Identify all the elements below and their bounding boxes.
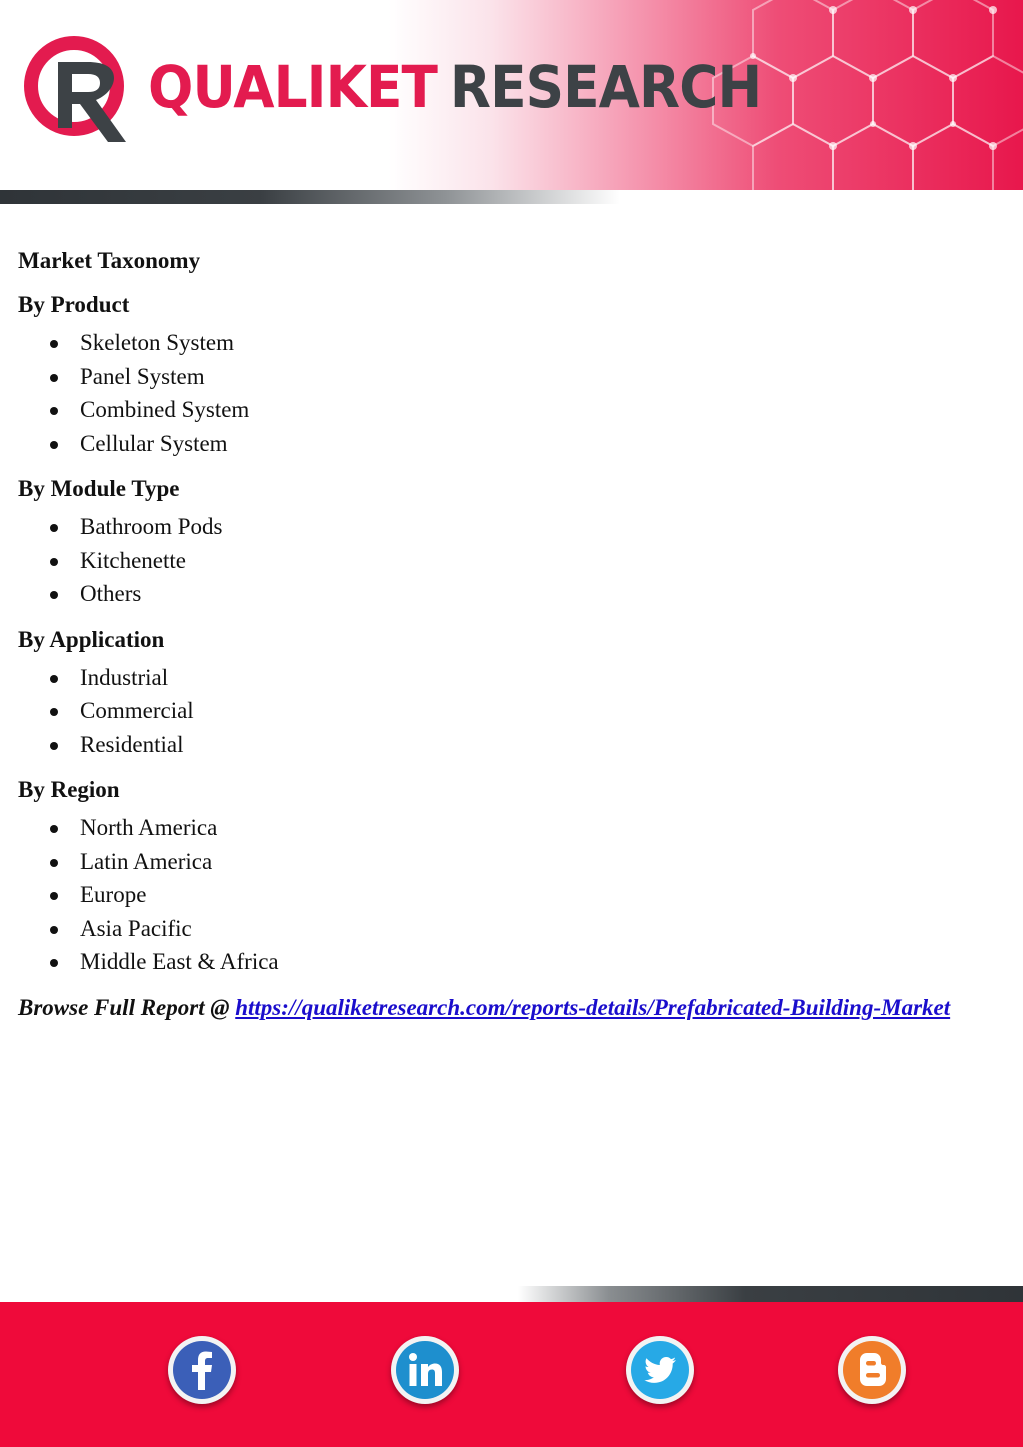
linkedin-icon [391, 1336, 459, 1404]
list-item: Skeleton System [18, 326, 1018, 360]
footer-divider-bar [518, 1286, 1023, 1302]
list-item: Bathroom Pods [18, 510, 1018, 544]
linkedin-button[interactable] [391, 1336, 459, 1404]
bullet-icon [50, 959, 58, 967]
list-item: North America [18, 811, 1018, 845]
list-item: Latin America [18, 845, 1018, 879]
module-type-list [18, 510, 1018, 611]
report-link[interactable]: https://qualiketresearch.com/reports-details/Prefabricated-Building-Market [235, 994, 951, 1020]
bullet-icon [50, 926, 58, 934]
page-footer [0, 1302, 1023, 1447]
blogger-icon [838, 1336, 906, 1404]
brand-name-part1: QUALIKET [148, 53, 438, 121]
list-item: Industrial [18, 661, 1018, 695]
list-item: Others [18, 577, 1018, 611]
bullet-icon [50, 708, 58, 716]
list-item: Residential [18, 728, 1018, 762]
bullet-icon [50, 675, 58, 683]
list-item: Commercial [18, 694, 1018, 728]
bullet-icon [50, 407, 58, 415]
section-title-application: By Application [18, 626, 165, 652]
product-list [18, 326, 1018, 460]
bullet-icon [50, 859, 58, 867]
browse-full-report [18, 991, 1018, 1025]
facebook-button[interactable] [168, 1336, 236, 1404]
section-title-module-type: By Module Type [18, 476, 180, 501]
twitter-icon [626, 1336, 694, 1404]
section-title-region: By Region [18, 777, 120, 802]
application-list [18, 661, 1018, 762]
section-title-product: By Product [18, 292, 130, 317]
bullet-icon [50, 825, 58, 833]
brand-name [148, 53, 762, 121]
region-list [18, 811, 1018, 979]
bullet-icon [50, 340, 58, 348]
bullet-icon [50, 558, 58, 566]
facebook-icon [168, 1336, 236, 1404]
qualiket-logo-icon [22, 34, 132, 149]
brand-name-part2: RESEARCH [449, 53, 762, 121]
bullet-icon [50, 441, 58, 449]
document-body [18, 244, 1018, 1025]
page-header [0, 0, 1023, 190]
bullet-icon [50, 524, 58, 532]
browse-label: Browse Full Report @ [18, 994, 236, 1020]
header-divider-bar [0, 190, 620, 204]
bullet-icon [50, 591, 58, 599]
list-item: Combined System [18, 393, 1018, 427]
list-item: Europe [18, 878, 1018, 912]
list-item: Panel System [18, 360, 1018, 394]
bullet-icon [50, 374, 58, 382]
list-item: Kitchenette [18, 544, 1018, 578]
list-item: Cellular System [18, 427, 1018, 461]
page-title: Market Taxonomy [18, 248, 201, 273]
list-item: Middle East & Africa [18, 945, 1018, 979]
blogger-button[interactable] [838, 1336, 906, 1404]
bullet-icon [50, 742, 58, 750]
twitter-button[interactable] [626, 1336, 694, 1404]
bullet-icon [50, 892, 58, 900]
list-item: Asia Pacific [18, 912, 1018, 946]
